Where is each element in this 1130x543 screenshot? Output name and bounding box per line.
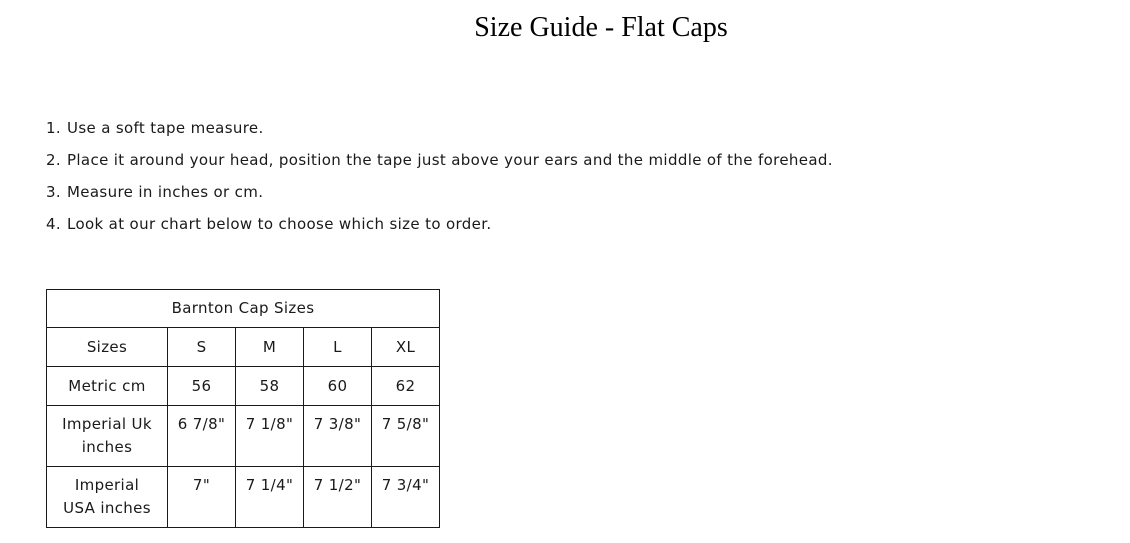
- step-text: Measure in inches or cm.: [67, 183, 264, 201]
- table-row: [47, 467, 440, 528]
- table-cell: 60: [304, 367, 372, 406]
- row-label-line: USA inches: [63, 499, 151, 517]
- step-text: Place it around your head, position the tape just above your ears and the middle of the forehead.: [67, 151, 833, 169]
- table-cell: S: [168, 328, 236, 367]
- table-cell: 7 1/4": [236, 467, 304, 528]
- instructions-list: [46, 118, 833, 246]
- instruction-step: [46, 150, 833, 182]
- table-caption: Barnton Cap Sizes: [47, 290, 440, 328]
- table-cell: 7 1/2": [304, 467, 372, 528]
- table-cell: 62: [372, 367, 440, 406]
- table-cell: 7 3/8": [304, 406, 372, 467]
- row-label: [47, 467, 168, 528]
- instruction-step: [46, 118, 833, 150]
- step-text: Use a soft tape measure.: [67, 119, 264, 137]
- step-text: Look at our chart below to choose which size to order.: [67, 215, 492, 233]
- table-cell: 7 5/8": [372, 406, 440, 467]
- table-cell: 7 3/4": [372, 467, 440, 528]
- step-number: 2.: [46, 151, 62, 169]
- table-cell: 6 7/8": [168, 406, 236, 467]
- row-label: [47, 406, 168, 467]
- table-cell: 7": [168, 467, 236, 528]
- table-cell: 7 1/8": [236, 406, 304, 467]
- table-cell: M: [236, 328, 304, 367]
- instruction-step: [46, 214, 833, 246]
- table-row: [47, 328, 440, 367]
- step-number: 1.: [46, 119, 62, 137]
- row-label-line: inches: [81, 438, 133, 456]
- table-cell: XL: [372, 328, 440, 367]
- step-number: 4.: [46, 215, 62, 233]
- table-caption-row: [47, 290, 440, 328]
- table-row: [47, 406, 440, 467]
- row-label-line: Imperial: [74, 476, 140, 494]
- row-label: Sizes: [47, 328, 168, 367]
- row-label-line: Imperial Uk: [62, 415, 152, 433]
- page-title: Size Guide - Flat Caps: [474, 12, 728, 43]
- table-cell: L: [304, 328, 372, 367]
- table-cell: 56: [168, 367, 236, 406]
- step-number: 3.: [46, 183, 62, 201]
- table-row: [47, 367, 440, 406]
- row-label: Metric cm: [47, 367, 168, 406]
- table-cell: 58: [236, 367, 304, 406]
- size-table: [46, 289, 440, 528]
- instruction-step: [46, 182, 833, 214]
